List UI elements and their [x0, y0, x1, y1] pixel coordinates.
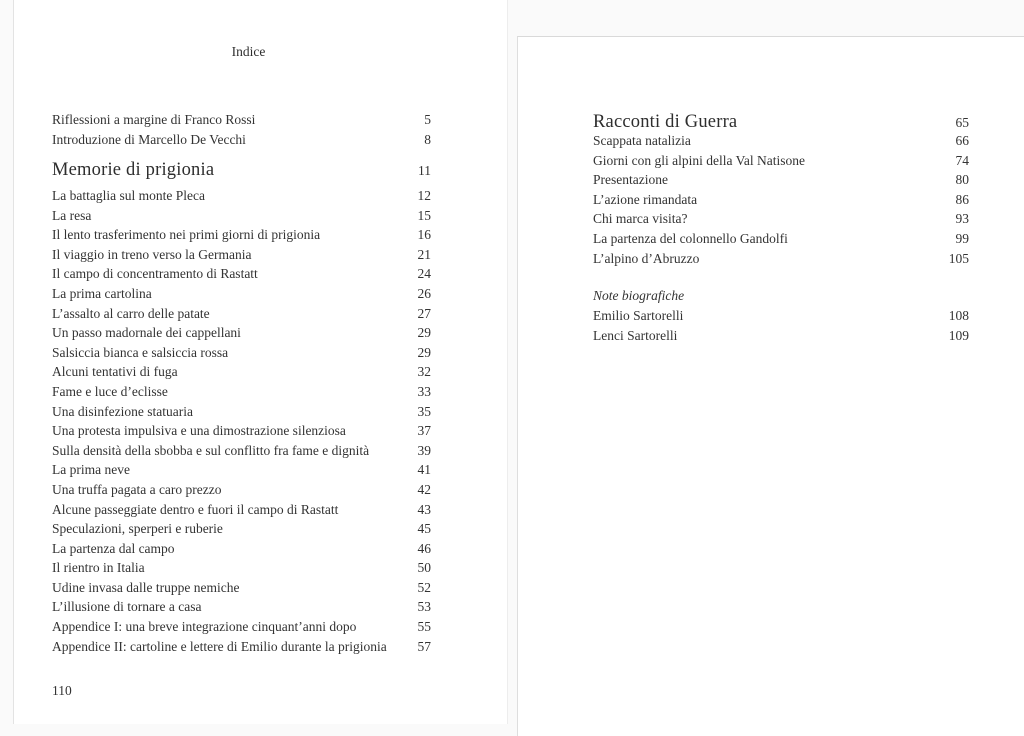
toc-entry: [52, 578, 431, 598]
toc-entry-title: Riflessioni a margine di Franco Rossi: [52, 112, 256, 127]
toc-entry: [52, 460, 431, 480]
toc-entry: [52, 343, 431, 363]
toc-entry: [52, 617, 431, 637]
toc-entry: [593, 190, 969, 210]
toc-entry-page-number: 16: [417, 227, 431, 243]
toc-entry-page-number: 26: [417, 285, 431, 301]
toc-entry: [52, 558, 431, 578]
toc-entry: [52, 402, 431, 422]
toc-entry-page-number: 24: [417, 266, 431, 282]
toc-entry: [52, 480, 431, 500]
toc-entry-title: L’azione rimandata: [593, 191, 698, 207]
toc-entry-title: La prima neve: [52, 462, 130, 478]
toc-entry-list: [52, 186, 431, 656]
toc-entry-title: Lenci Sartorelli: [593, 327, 678, 343]
toc-entry-title: Chi marca visita?: [593, 211, 688, 227]
toc-entry-page-number: 53: [417, 599, 431, 615]
toc-entry: [52, 264, 431, 284]
toc-entry: [593, 209, 969, 229]
front-matter-list: [52, 110, 431, 149]
toc-entry-list: [593, 131, 969, 268]
toc-entry: [52, 500, 431, 520]
toc-entry-title: Salsiccia bianca e salsiccia rossa: [52, 344, 229, 360]
toc-entry-title: La prima cartolina: [52, 285, 152, 301]
toc-entry: [52, 637, 431, 657]
toc-entry: [52, 110, 431, 130]
toc-entry: [52, 284, 431, 304]
toc-entry-page-number: 41: [417, 462, 431, 478]
toc-entry: [593, 249, 969, 269]
toc-entry-page-number: 93: [955, 211, 969, 227]
toc-entry-page-number: 86: [955, 191, 969, 207]
toc-entry-title: Il viaggio in treno verso la Germania: [52, 246, 252, 262]
toc-entry: [52, 539, 431, 559]
toc-entry: [593, 306, 969, 326]
toc-entry: [52, 421, 431, 441]
toc-entry-page-number: 109: [948, 327, 969, 343]
toc-entry-title: Appendice II: cartoline e lettere di Emilio durante la prigionia: [52, 638, 387, 654]
toc-entry-title: Il rientro in Italia: [52, 560, 145, 576]
toc-entry-page-number: 37: [417, 423, 431, 439]
toc-entry-page-number: 12: [417, 188, 431, 203]
toc-entry: [52, 441, 431, 461]
toc-entry-title: L’alpino d’Abruzzo: [593, 250, 700, 266]
toc-entry: [52, 362, 431, 382]
toc-entry: [52, 186, 431, 206]
toc-entry-page-number: 21: [417, 246, 431, 262]
section-title: Memorie di prigionia: [52, 160, 215, 180]
toc-entry-page-number: 15: [417, 207, 431, 223]
toc-entry-page-number: 39: [417, 442, 431, 458]
toc-entry-title: Una protesta impulsiva e una dimostrazione silenziosa: [52, 423, 346, 439]
toc-entry: [52, 597, 431, 617]
toc-entry-page-number: 45: [417, 521, 431, 537]
toc-entry-title: La partenza dal campo: [52, 540, 175, 556]
toc-entry-page-number: 32: [417, 364, 431, 380]
toc-entry-page-number: 27: [417, 305, 431, 321]
toc-entry-page-number: 8: [424, 131, 431, 147]
toc-entry: [593, 131, 969, 151]
toc-entry-title: Un passo madornale dei cappellani: [52, 325, 241, 341]
toc-entry-title: Alcune passeggiate dentro e fuori il campo di Rastatt: [52, 501, 339, 517]
toc-entry-title: L’illusione di tornare a casa: [52, 599, 202, 615]
section-page-number: 65: [955, 115, 969, 130]
footer-page-number: 110: [52, 683, 72, 698]
section-title: Racconti di Guerra: [593, 112, 738, 132]
toc-entry-title: La resa: [52, 207, 92, 223]
toc-entry: [593, 151, 969, 171]
toc-entry-page-number: 55: [417, 619, 431, 635]
toc-entry-title: L’assalto al carro delle patate: [52, 305, 210, 321]
toc-entry: [52, 245, 431, 265]
toc-entry-title: Il campo di concentramento di Rastatt: [52, 266, 258, 282]
toc-entry-page-number: 5: [424, 112, 431, 127]
toc-entry-page-number: 42: [417, 481, 431, 497]
toc-entry-page-number: 80: [955, 172, 969, 188]
left-page: [13, 0, 508, 724]
subsection-title: Note biografiche: [593, 288, 685, 303]
toc-entry: [52, 225, 431, 245]
toc-entry-title: Una disinfezione statuaria: [52, 403, 193, 419]
toc-entry: [52, 382, 431, 402]
bio-entry-list: [593, 306, 969, 345]
toc-entry-title: Introduzione di Marcello De Vecchi: [52, 131, 246, 147]
toc-entry-page-number: 52: [417, 579, 431, 595]
toc-entry-page-number: 35: [417, 403, 431, 419]
toc-entry-page-number: 33: [417, 383, 431, 399]
toc-entry: [593, 170, 969, 190]
toc-entry: [52, 519, 431, 539]
toc-entry-page-number: 99: [955, 230, 969, 246]
toc-entry-title: Fame e luce d’eclisse: [52, 383, 168, 399]
toc-entry-title: Presentazione: [593, 172, 668, 188]
toc-entry-page-number: 66: [955, 133, 969, 148]
toc-entry-title: Speculazioni, sperperi e ruberie: [52, 521, 223, 537]
toc-entry-page-number: 43: [417, 501, 431, 517]
toc-entry-page-number: 46: [417, 540, 431, 556]
toc-entry-title: Emilio Sartorelli: [593, 308, 684, 323]
toc-entry-page-number: 108: [948, 308, 969, 323]
toc-entry-title: Appendice I: una breve integrazione cinquant’anni dopo: [52, 619, 357, 635]
toc-entry-page-number: 74: [955, 152, 969, 168]
toc-entry: [52, 130, 431, 150]
toc-entry-title: La battaglia sul monte Pleca: [52, 188, 205, 203]
toc-entry-title: Scappata natalizia: [593, 133, 691, 148]
toc-entry-title: Una truffa pagata a caro prezzo: [52, 481, 222, 497]
toc-entry-title: Giorni con gli alpini della Val Natisone: [593, 152, 805, 168]
toc-entry-page-number: 57: [417, 638, 431, 654]
toc-entry-page-number: 29: [417, 325, 431, 341]
toc-entry-page-number: 29: [417, 344, 431, 360]
toc-entry: [593, 326, 969, 346]
section-heading-row: [52, 155, 431, 186]
page-title: Indice: [231, 44, 266, 59]
toc-entry-title: Alcuni tentativi di fuga: [52, 364, 178, 380]
toc-entry-page-number: 50: [417, 560, 431, 576]
toc-entry-title: Il lento trasferimento nei primi giorni di prigionia: [52, 227, 321, 243]
toc-entry-title: Udine invasa dalle truppe nemiche: [52, 579, 240, 595]
toc-entry-page-number: 105: [948, 250, 969, 266]
toc-entry: [593, 229, 969, 249]
toc-entry: [52, 323, 431, 343]
toc-entry-title: Sulla densità della sbobba e sul conflitto fra fame e dignità: [52, 442, 370, 458]
toc-entry: [52, 304, 431, 324]
right-page: [517, 36, 1024, 736]
toc-entry-title: La partenza del colonnello Gandolfi: [593, 230, 788, 246]
section-page-number: 11: [418, 163, 431, 178]
toc-entry: [52, 206, 431, 226]
